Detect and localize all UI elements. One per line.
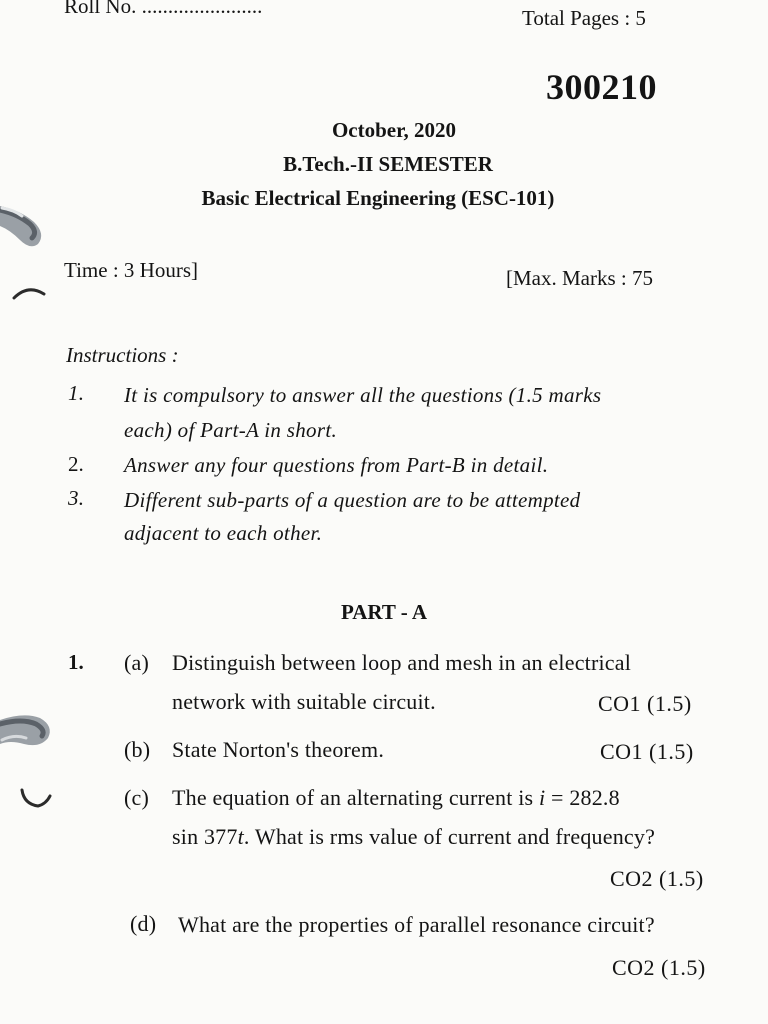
instruction-text-continued: adjacent to each other.	[124, 521, 323, 545]
instruction-text: Different sub-parts of a question are to be attempted	[124, 488, 581, 512]
binding-mark-top-icon	[12, 282, 46, 302]
part-a-heading: PART - A	[341, 600, 427, 624]
exam-duration: Time : 3 Hours]	[64, 258, 198, 282]
max-marks: [Max. Marks : 75	[506, 266, 653, 290]
instruction-number: 1.	[68, 381, 85, 405]
subpart-label: (c)	[124, 785, 150, 810]
subpart-text: State Norton's theorem.	[172, 737, 385, 762]
subpart-text-continued: network with suitable circuit.	[172, 689, 436, 714]
course-outcome-marks: CO2 (1.5)	[610, 866, 704, 891]
instructions-heading: Instructions :	[66, 343, 179, 367]
instruction-text: Answer any four questions from Part-B in detail.	[124, 453, 549, 477]
subpart-text: What are the properties of parallel resonance circuit?	[178, 912, 655, 937]
subpart-text-continued: sin 377t. What is rms value of current and frequency?	[172, 824, 656, 849]
subpart-label: (a)	[124, 650, 150, 675]
question-number: 1.	[68, 650, 84, 674]
subpart-text: Distinguish between loop and mesh in an electrical	[172, 650, 632, 675]
roll-number-field: Roll No. .......................	[64, 0, 263, 18]
binding-hole-bottom-icon	[0, 704, 60, 774]
course-outcome-marks: CO1 (1.5)	[600, 739, 694, 764]
subpart-label: (b)	[124, 737, 151, 762]
instruction-number: 3.	[68, 486, 85, 510]
instruction-number: 2.	[68, 452, 84, 476]
total-pages: Total Pages : 5	[522, 6, 646, 30]
binding-mark-bottom-icon	[18, 780, 54, 810]
subject-title: Basic Electrical Engineering (ESC-101)	[201, 186, 555, 210]
instruction-text-continued: each) of Part-A in short.	[124, 418, 338, 442]
subpart-text: The equation of an alternating current is i = 282.8	[172, 785, 620, 810]
exam-date: October, 2020	[331, 118, 457, 142]
course-outcome-marks: CO2 (1.5)	[612, 955, 706, 980]
paper-code: 300210	[546, 67, 657, 107]
instruction-text: It is compulsory to answer all the questions (1.5 marks	[124, 383, 602, 407]
course-outcome-marks: CO1 (1.5)	[598, 691, 692, 716]
program-semester: B.Tech.-II SEMESTER	[283, 152, 493, 176]
subpart-label: (d)	[130, 911, 157, 936]
